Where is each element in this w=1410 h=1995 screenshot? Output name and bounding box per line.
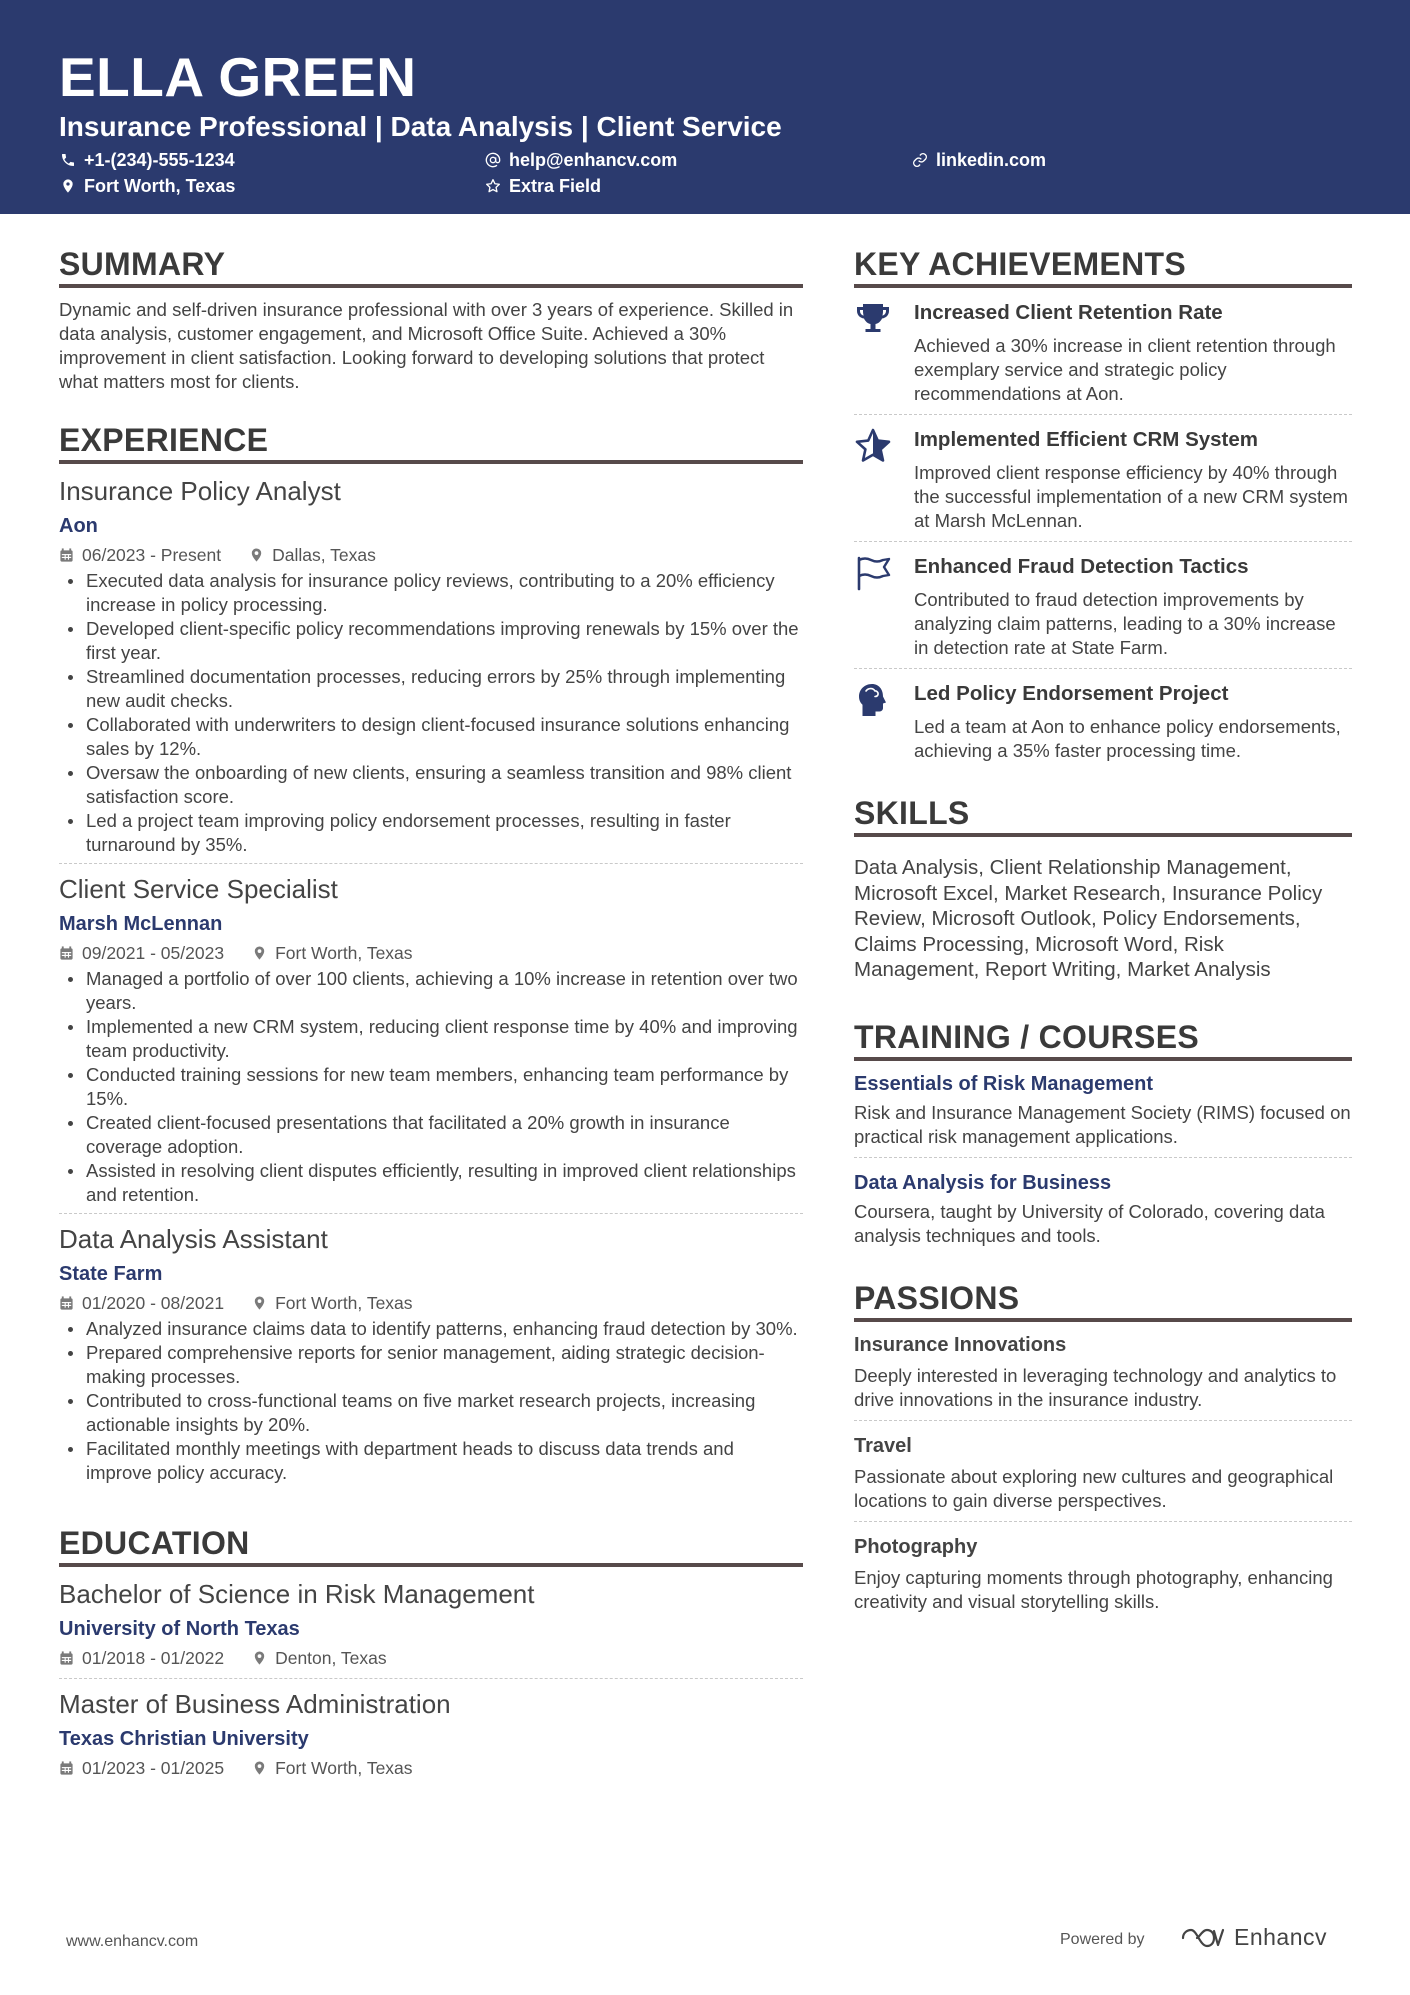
- bullet-item: Created client-focused presentations that facilitated a 20% growth in insurance coverage adoption.: [59, 1111, 803, 1159]
- star-outline-icon: [485, 178, 501, 194]
- achievement-title: Enhanced Fraud Detection Tactics: [914, 555, 1249, 578]
- course-title: Essentials of Risk Management: [854, 1072, 1153, 1095]
- bullet-item: Prepared comprehensive reports for senior management, aiding strategic decision-making processes.: [59, 1341, 803, 1389]
- job-bullets: [59, 967, 803, 1207]
- bullet-item: Managed a portfolio of over 100 clients, achieving a 10% increase in retention over two years.: [59, 967, 803, 1015]
- bullet-item: Implemented a new CRM system, reducing client response time by 40% and improving team productivity.: [59, 1015, 803, 1063]
- course-title: Data Analysis for Business: [854, 1171, 1112, 1194]
- school-name: University of North Texas: [59, 1618, 300, 1640]
- bullet-item: Led a project team improving policy endorsement processes, resulting in faster turnaround by 35%.: [59, 809, 803, 857]
- job-title: Client Service Specialist: [59, 874, 338, 904]
- phone-text: +1-(234)-555-1234: [84, 150, 235, 170]
- experience-entry: [59, 872, 803, 1214]
- passion-title: Insurance Innovations: [854, 1333, 1067, 1356]
- education-meta: [59, 1756, 803, 1780]
- job-bullets: [59, 1317, 803, 1485]
- education-meta: [59, 1646, 803, 1670]
- bullet-item: Conducted training sessions for new team members, enhancing team performance by 15%.: [59, 1063, 803, 1111]
- achievement-desc: Achieved a 30% increase in client retention through exemplary service and strategic policy recommendations at Aon.: [914, 335, 1336, 404]
- achievement-desc: Led a team at Aon to enhance policy endorsements, achieving a 35% faster processing time.: [914, 716, 1341, 761]
- resume-header: [0, 0, 1410, 214]
- course-item: [854, 1168, 1352, 1256]
- passion-item: [854, 1431, 1352, 1522]
- enhancv-logo[interactable]: [1180, 1924, 1327, 1951]
- company-name: Aon: [59, 515, 98, 537]
- bullet-item: Contributed to cross-functional teams on five market research projects, increasing actionable insights by 20%.: [59, 1389, 803, 1437]
- course-item: [854, 1069, 1352, 1158]
- linkedin-text: linkedin.com: [936, 150, 1047, 170]
- job-dates: 01/2020 - 08/2021: [82, 1293, 225, 1313]
- achievement-item: [854, 669, 1352, 771]
- education-location: Fort Worth, Texas: [275, 1758, 413, 1778]
- training-heading: TRAINING / COURSES: [854, 1017, 1352, 1061]
- phone-icon: [60, 152, 76, 168]
- calendar-icon: [59, 1295, 74, 1311]
- education-heading: EDUCATION: [59, 1523, 803, 1567]
- location-pin-icon: [252, 945, 267, 961]
- footer-website-link[interactable]: www.enhancv.com: [66, 1933, 199, 1950]
- job-bullets: [59, 569, 803, 857]
- job-title: Data Analysis Assistant: [59, 1224, 328, 1254]
- education-entry: [59, 1577, 803, 1679]
- education-entry: [59, 1687, 803, 1788]
- achievement-desc: Improved client response efficiency by 40% through the successful implementation of a new CRM system at Marsh McLennan.: [914, 462, 1348, 531]
- bullet-item: Executed data analysis for insurance policy reviews, contributing to a 20% efficiency increase in policy processing.: [59, 569, 803, 617]
- education-dates: 01/2018 - 01/2022: [82, 1648, 225, 1668]
- contact-phone[interactable]: [60, 149, 235, 171]
- location-text: Fort Worth, Texas: [84, 176, 236, 196]
- bullet-item: Streamlined documentation processes, reducing errors by 25% through implementing new audit checks.: [59, 665, 803, 713]
- contact-location: [60, 175, 235, 197]
- email-text: help@enhancv.com: [509, 150, 678, 170]
- job-title: Insurance Policy Analyst: [59, 476, 341, 506]
- location-pin-icon: [252, 1650, 267, 1666]
- location-pin-icon: [252, 1295, 267, 1311]
- job-meta: [59, 543, 803, 567]
- degree-title: Bachelor of Science in Risk Management: [59, 1579, 535, 1609]
- experience-entry: [59, 1222, 803, 1491]
- link-icon: [912, 152, 928, 168]
- achievement-desc: Contributed to fraud detection improvements by analyzing claim patterns, leading to a 30% increase in detection rate at State Farm.: [914, 589, 1336, 658]
- location-pin-icon: [252, 1760, 267, 1776]
- location-pin-icon: [60, 178, 76, 194]
- experience-heading: EXPERIENCE: [59, 420, 803, 464]
- achievement-item: [854, 542, 1352, 669]
- job-meta: [59, 941, 803, 965]
- passion-desc: Deeply interested in leveraging technology and analytics to drive innovations in the insurance industry.: [854, 1364, 1337, 1410]
- school-name: Texas Christian University: [59, 1728, 309, 1750]
- passion-desc: Passionate about exploring new cultures and geographical locations to gain diverse perspectives.: [854, 1465, 1334, 1511]
- achievement-title: Implemented Efficient CRM System: [914, 428, 1259, 451]
- calendar-icon: [59, 1650, 74, 1666]
- calendar-icon: [59, 1760, 74, 1776]
- degree-title: Master of Business Administration: [59, 1689, 451, 1719]
- achievement-item: [854, 288, 1352, 415]
- passion-item: [854, 1330, 1352, 1421]
- contact-email[interactable]: [485, 149, 677, 171]
- course-desc: Coursera, taught by University of Colorado, covering data analysis techniques and tools.: [854, 1200, 1325, 1246]
- bullet-item: Facilitated monthly meetings with department heads to discuss data trends and improve policy accuracy.: [59, 1437, 803, 1485]
- passion-title: Travel: [854, 1434, 912, 1457]
- achievement-title: Led Policy Endorsement Project: [914, 682, 1229, 705]
- calendar-icon: [59, 945, 74, 961]
- achievement-title: Increased Client Retention Rate: [914, 301, 1223, 324]
- bullet-item: Developed client-specific policy recommendations improving renewals by 15% over the first year.: [59, 617, 803, 665]
- achievements-heading: KEY ACHIEVEMENTS: [854, 244, 1352, 288]
- summary-text: Dynamic and self-driven insurance professional with over 3 years of experience. Skilled in data analysis, customer engagement, and Microsoft Office Suite. Achieved a 30% improvement in client satisfaction. Looking forward to developing solutions that protect what matters most for clients.: [59, 299, 794, 392]
- head-icon: [854, 682, 892, 718]
- calendar-icon: [59, 547, 74, 563]
- job-location: Dallas, Texas: [272, 545, 376, 565]
- job-location: Fort Worth, Texas: [275, 943, 413, 963]
- passion-desc: Enjoy capturing moments through photography, enhancing creativity and visual storytelling skills.: [854, 1566, 1333, 1612]
- achievement-item: [854, 415, 1352, 542]
- trophy-icon: [854, 301, 892, 337]
- contact-linkedin[interactable]: [912, 149, 1046, 171]
- left-column: [59, 244, 803, 1788]
- location-pin-icon: [249, 547, 264, 563]
- job-location: Fort Worth, Texas: [275, 1293, 413, 1313]
- bullet-item: Analyzed insurance claims data to identify patterns, enhancing fraud detection by 30%.: [59, 1317, 803, 1341]
- summary-heading: SUMMARY: [59, 244, 803, 288]
- experience-entry: [59, 474, 803, 864]
- flag-icon: [854, 555, 892, 591]
- company-name: Marsh McLennan: [59, 913, 223, 935]
- education-dates: 01/2023 - 01/2025: [82, 1758, 225, 1778]
- job-dates: 09/2021 - 05/2023: [82, 943, 225, 963]
- job-meta: [59, 1291, 803, 1315]
- enhancv-logo-icon: [1180, 1926, 1226, 1950]
- skills-text: Data Analysis, Client Relationship Management, Microsoft Excel, Market Research, Insurance Policy Review, Microsoft Outlook, Policy Endorsements, Claims Processing, Microsoft Word, Risk Management, Report Writing, Market Analysis: [854, 856, 1323, 981]
- star-icon: [854, 428, 892, 464]
- skills-heading: SKILLS: [854, 793, 1352, 837]
- contact-extra: [485, 175, 601, 197]
- bullet-item: Oversaw the onboarding of new clients, ensuring a seamless transition and 98% client satisfaction score.: [59, 761, 803, 809]
- course-desc: Risk and Insurance Management Society (RIMS) focused on practical risk management applications.: [854, 1101, 1351, 1147]
- education-location: Denton, Texas: [275, 1648, 387, 1668]
- candidate-name: ELLA GREEN: [59, 46, 417, 108]
- passions-heading: PASSIONS: [854, 1278, 1352, 1322]
- candidate-headline: Insurance Professional | Data Analysis | Client Service: [59, 111, 782, 142]
- company-name: State Farm: [59, 1263, 163, 1285]
- bullet-item: Assisted in resolving client disputes efficiently, resulting in improved client relationships and retention.: [59, 1159, 803, 1207]
- footer-powered-by: Powered by: [1060, 1931, 1145, 1948]
- extra-text: Extra Field: [509, 176, 602, 196]
- passion-title: Photography: [854, 1535, 978, 1558]
- job-dates: 06/2023 - Present: [82, 545, 222, 565]
- passion-item: [854, 1532, 1352, 1622]
- at-icon: [485, 152, 501, 168]
- bullet-item: Collaborated with underwriters to design client-focused insurance solutions enhancing sales by 12%.: [59, 713, 803, 761]
- right-column: [854, 244, 1352, 1622]
- enhancv-brand-text: Enhancv: [1234, 1924, 1328, 1950]
